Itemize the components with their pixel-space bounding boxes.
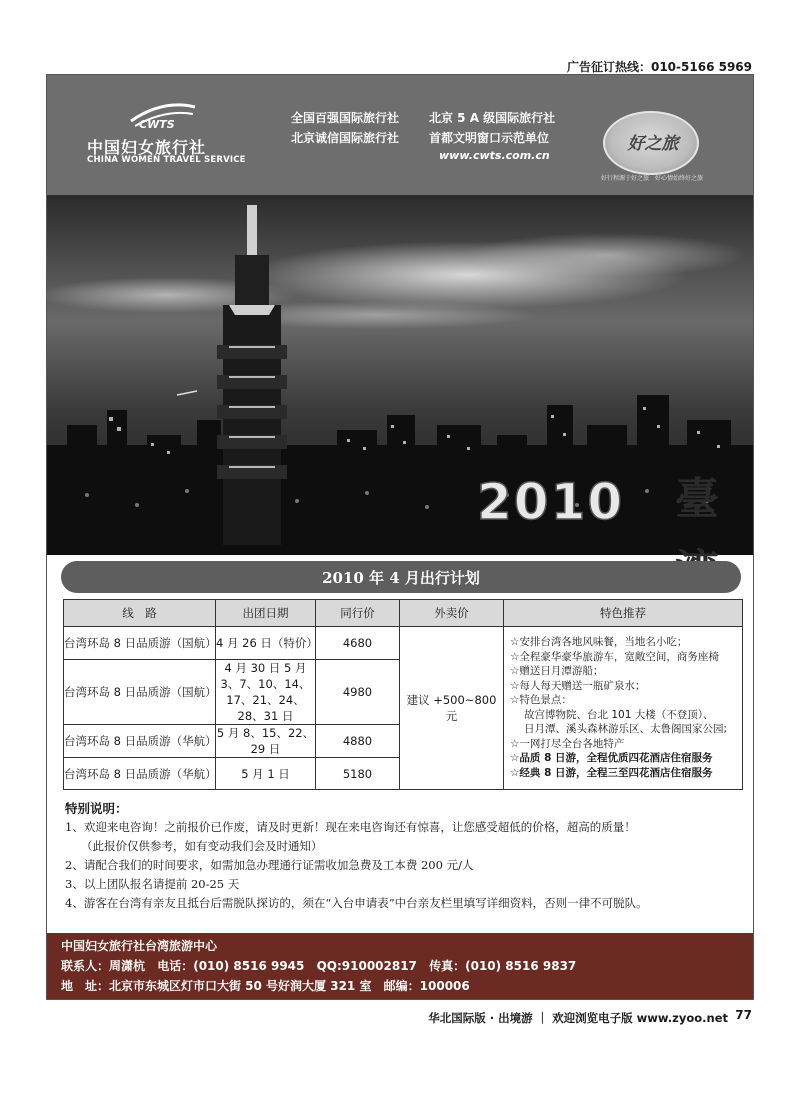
honor-2: 北京 5 A 级国际旅行社 (429, 111, 556, 125)
date-cell: 4 月 30 日 5 月 3、7、10、14、17、21、24、28、31 日 (216, 660, 316, 725)
price-cell: 5180 (316, 758, 400, 790)
contact-person: 联系人：周潇杭 (61, 959, 146, 973)
price-cell: 4680 (316, 627, 400, 660)
contact-phone[interactable]: 电话：(010) 8516 9945 (157, 959, 305, 973)
feature-item: ☆安排台湾各地风味餐，当地名小吃； (510, 636, 688, 648)
seal-text: 好之旅 (627, 134, 679, 154)
contact-line-3 (61, 977, 478, 994)
feature-item: ☆赠送日月潭游船； (510, 665, 604, 677)
advertisement-frame (46, 74, 754, 1000)
header-features: 特色推荐 (504, 600, 743, 627)
plan-title-banner (61, 561, 741, 593)
note-item: （此报价仅供参考，如有变动我们会及时通知） (81, 839, 323, 853)
brand-name-cn: 中国妇女旅行社 (87, 138, 207, 157)
contact-panel (47, 933, 753, 999)
taiwan-char-1: 臺 (675, 474, 719, 525)
taipei-night-photo (47, 195, 753, 555)
notes-heading: 特别说明： (65, 801, 128, 816)
feature-item: ☆特色景点： (510, 694, 572, 706)
brand-name-en: CHINA WOMEN TRAVEL SERVICE (87, 155, 246, 165)
feature-item: ☆每人每天赠送一瓶矿泉水； (510, 679, 646, 692)
route-cell: 台湾环岛 8 日品质游（国航） (64, 627, 216, 660)
year-2010: 2010 (477, 473, 625, 531)
route-cell: 台湾环岛 8 日品质游（华航） (64, 725, 216, 758)
contact-address: 地 址：北京市东城区灯市口大街 50 号好润大厦 321 室 (61, 979, 372, 993)
feature-item: ☆全程豪华豪华旅游车，宽敞空间，商务座椅 (510, 650, 719, 663)
feature-item: 日月潭、溪头森林游乐区、太鲁阁国家公园; (524, 723, 728, 735)
date-cell: 4 月 26 日（特价） (216, 627, 316, 660)
header-sell-price: 外卖价 (400, 600, 504, 627)
contact-org: 中国妇女旅行社台湾旅游中心 (61, 939, 218, 953)
special-notes (65, 799, 745, 913)
feature-item: 故宫博物院、台北 101 大楼（不登顶）、 (524, 708, 714, 721)
header-route: 线 路 (64, 600, 216, 627)
honor-1: 全国百强国际旅行社 (291, 111, 400, 125)
itinerary-table (63, 599, 743, 790)
price-cell: 4880 (316, 725, 400, 758)
ad-hotline: 广告征订热线：010-5166 5969 (566, 60, 752, 74)
seal-caption: 好行程源于好之旅 好心情始终好之旅 (600, 175, 703, 182)
route-cell: 台湾环岛 8 日品质游（国航） (64, 660, 216, 725)
logo-mark-text: CWTS (139, 118, 175, 131)
contact-fax: 传真：(010) 8516 9837 (429, 959, 577, 973)
table-row (64, 627, 743, 660)
cwts-logo-icon (127, 97, 199, 131)
contact-qq[interactable]: QQ:910002817 (316, 959, 417, 973)
honor-3: 北京诚信国际旅行社 (291, 131, 400, 145)
note-item: 1、欢迎来电咨询！之前报价已作废，请及时更新！现在来电咨询还有惊喜，让您感受超低的价格，超高的质量！ (65, 820, 636, 834)
page-number: 77 (735, 1008, 752, 1022)
feature-item: ☆品质 8 日游，全程优质四花酒店住宿服务 (510, 752, 713, 764)
note-item: 3、以上团队报名请提前 20-25 天 (65, 877, 240, 891)
contact-postcode: 邮编：100006 (383, 979, 470, 993)
contact-line-2 (61, 957, 584, 974)
footer-text: 华北国际版 · 出境游 ｜ 欢迎浏览电子版 www.zyoo.net (428, 1011, 728, 1025)
feature-item: ☆经典 8 日游，全程三至四花酒店住宿服务 (510, 766, 713, 779)
taipei-skyline-image (47, 195, 753, 555)
date-cell: 5 月 8、15、22、29 日 (216, 726, 315, 756)
good-trip-seal (603, 111, 699, 175)
table-header-row (64, 600, 743, 627)
header-band (47, 75, 753, 195)
header-date: 出团日期 (216, 600, 316, 627)
date-cell: 5 月 1 日 (216, 758, 316, 790)
price-cell: 4980 (316, 660, 400, 725)
plan-title: 2010 年 4 月出行计划 (322, 569, 480, 587)
header-peer-price: 同行价 (316, 600, 400, 627)
note-item: 4、游客在台湾有亲友且抵台后需脱队探访的，须在“入台申请表”中台亲友栏里填写详细资料，否则一律不可脱队。 (65, 896, 648, 910)
sell-price-cell: 建议 +500~800 元 (400, 627, 504, 790)
feature-item: ☆一网打尽全台各地特产 (510, 737, 625, 750)
note-item: 2、请配合我们的时间要求，如需加急办理通行证需收加急费及工本费 200 元/人 (65, 858, 474, 872)
honor-4: 首都文明窗口示范单位 (429, 131, 550, 145)
website-link[interactable]: www.cwts.com.cn (439, 149, 550, 162)
route-cell: 台湾环岛 8 日品质游（华航） (64, 758, 216, 790)
features-cell (504, 627, 743, 790)
